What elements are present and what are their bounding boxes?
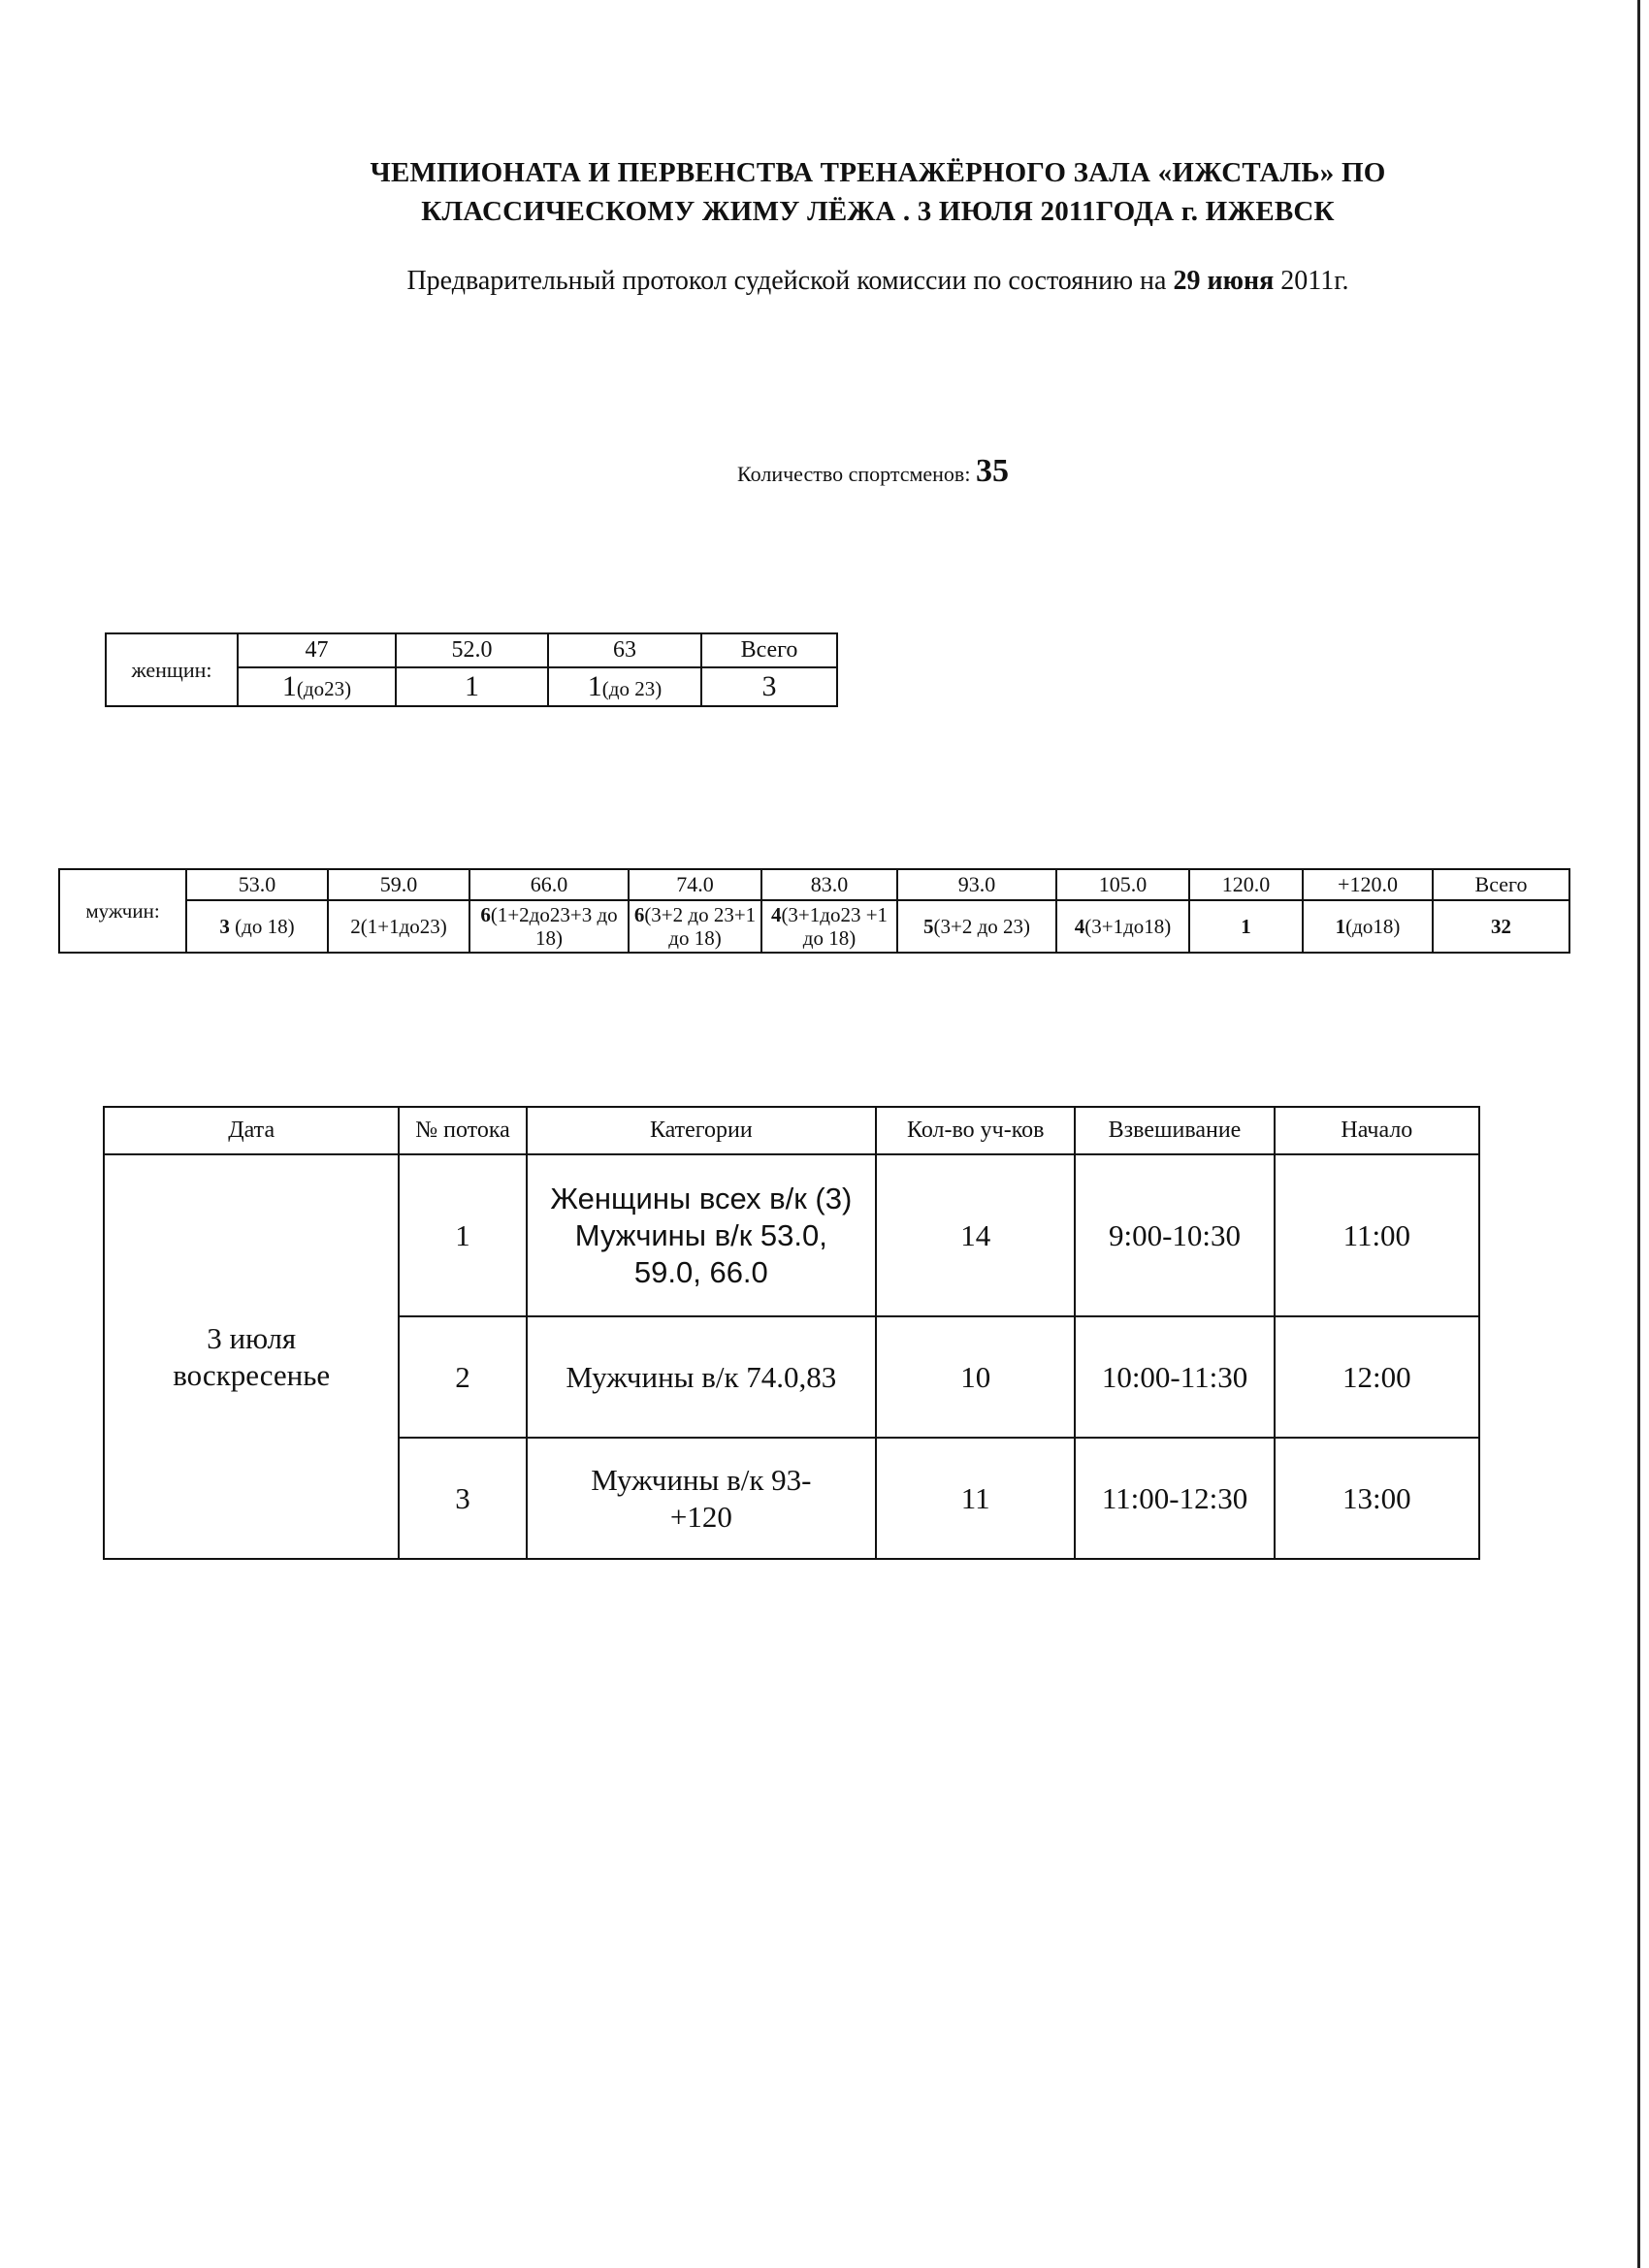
men-value-cell [897,900,1056,953]
start-time: 13:00 [1275,1438,1479,1559]
value-main: 4 [1074,915,1085,938]
stream-number: 3 [399,1438,526,1559]
date-header: Дата [104,1107,399,1154]
participants-count: 11 [876,1438,1075,1559]
men-value-cell [761,900,897,953]
weigh-in-time: 9:00-10:30 [1075,1154,1274,1316]
value-note: (1+2до23+3 до 18) [490,903,618,950]
stream-number: 2 [399,1316,526,1438]
schedule-date [104,1154,399,1559]
weigh-in-time: 11:00-12:30 [1075,1438,1274,1559]
men-total-header: Всего [1433,869,1569,900]
participants-count: 10 [876,1316,1075,1438]
page-edge [1637,0,1640,2268]
men-value-cell [328,900,469,953]
men-value-cell [469,900,629,953]
value-main: 1 [1335,915,1346,938]
weigh-in-header: Взвешивание [1075,1107,1274,1154]
value-main: 3 [219,915,230,938]
athletes-count: 35 [975,453,1009,489]
value-main: 1 [281,670,297,702]
stream-categories [527,1438,877,1559]
value-note: (до 23) [601,677,663,700]
document-title [233,153,1523,231]
men-row-label: мужчин: [59,869,186,953]
start-header: Начало [1275,1107,1479,1154]
value-note: (до 18) [229,915,295,938]
value-main: 6 [480,903,491,926]
men-value-cell [1056,900,1189,953]
men-value-cell [629,900,761,953]
men-weight-header: +120.0 [1303,869,1433,900]
value-main: 6 [633,903,645,926]
value-main: 2 [350,915,361,938]
weigh-in-time: 10:00-11:30 [1075,1316,1274,1438]
men-weight-header: 93.0 [897,869,1056,900]
value-main: 4 [770,903,782,926]
subtitle-suffix: 2011г. [1274,266,1349,296]
stream-categories-text: Мужчины в/к 74.0,83 [566,1359,837,1394]
women-table [105,632,838,707]
men-value-cell [186,900,328,953]
men-value-row [59,900,1569,953]
men-header-row [59,869,1569,900]
value-note: (до18) [1345,915,1401,938]
subtitle-prefix: Предварительный протокол судейской комиссии по состоянию на [406,266,1174,296]
value-main: 1 [587,670,602,702]
stream-categories-text: Женщины всех в/к (3) Мужчины в/к 53.0, 59.0, 66.0 [550,1181,853,1289]
men-value-cell [1303,900,1433,953]
value-note: (до23) [296,677,352,700]
men-table [58,868,1570,954]
schedule-date-text: 3 июля воскресенье [173,1320,331,1392]
value-main: 5 [922,915,934,938]
categories-header: Категории [527,1107,877,1154]
men-weight-header: 105.0 [1056,869,1189,900]
women-value-cell [238,667,396,706]
men-total-cell [1433,900,1569,953]
women-value-cell [396,667,548,706]
men-weight-header: 66.0 [469,869,629,900]
men-weight-header: 120.0 [1189,869,1303,900]
value-main: 1 [465,670,479,702]
women-total-header: Всего [701,633,837,667]
value-main: 3 [761,670,777,702]
women-value-cell [548,667,701,706]
value-note: (3+2 до 23) [933,915,1030,938]
men-weight-header: 74.0 [629,869,761,900]
value-main: 32 [1491,915,1511,938]
athletes-label: Количество спортсменов: [737,462,971,486]
men-value-cell [1189,900,1303,953]
women-weight-header: 63 [548,633,701,667]
women-header-row [106,633,837,667]
schedule-header-row [104,1107,1479,1154]
women-weight-header: 52.0 [396,633,548,667]
women-row-label: женщин: [106,633,238,706]
stream-categories [527,1316,877,1438]
protocol-subtitle [233,264,1523,299]
men-weight-header: 59.0 [328,869,469,900]
value-main: 1 [1241,915,1251,938]
stream-header: № потока [399,1107,526,1154]
value-note: (3+1до18) [1084,915,1172,938]
value-note: (3+2 до 23+1 до 18) [644,903,757,950]
stream-number: 1 [399,1154,526,1316]
men-weight-header: 53.0 [186,869,328,900]
participants-count: 14 [876,1154,1075,1316]
value-note: (1+1до23) [360,915,447,938]
subtitle-date: 29 июня [1173,266,1275,296]
schedule-table [103,1106,1480,1560]
start-time: 11:00 [1275,1154,1479,1316]
title-line-1: ЧЕМПИОНАТА И ПЕРВЕНСТВА ТРЕНАЖЁРНОГО ЗАЛА «ИЖСТАЛЬ» ПО [370,157,1386,188]
women-total-cell [701,667,837,706]
stream-categories-text: Мужчины в/к 93-+120 [591,1462,812,1534]
count-header: Кол-во уч-ков [876,1107,1075,1154]
men-weight-header: 83.0 [761,869,897,900]
stream-categories [527,1154,877,1316]
value-note: (3+1до23 +1 до 18) [781,903,889,950]
women-weight-header: 47 [238,633,396,667]
athletes-count-line [582,452,1164,494]
title-line-2: КЛАССИЧЕСКОМУ ЖИМУ ЛЁЖА . 3 ИЮЛЯ 2011ГОДА г. ИЖЕВСК [421,196,1335,227]
schedule-row [104,1154,1479,1316]
start-time: 12:00 [1275,1316,1479,1438]
